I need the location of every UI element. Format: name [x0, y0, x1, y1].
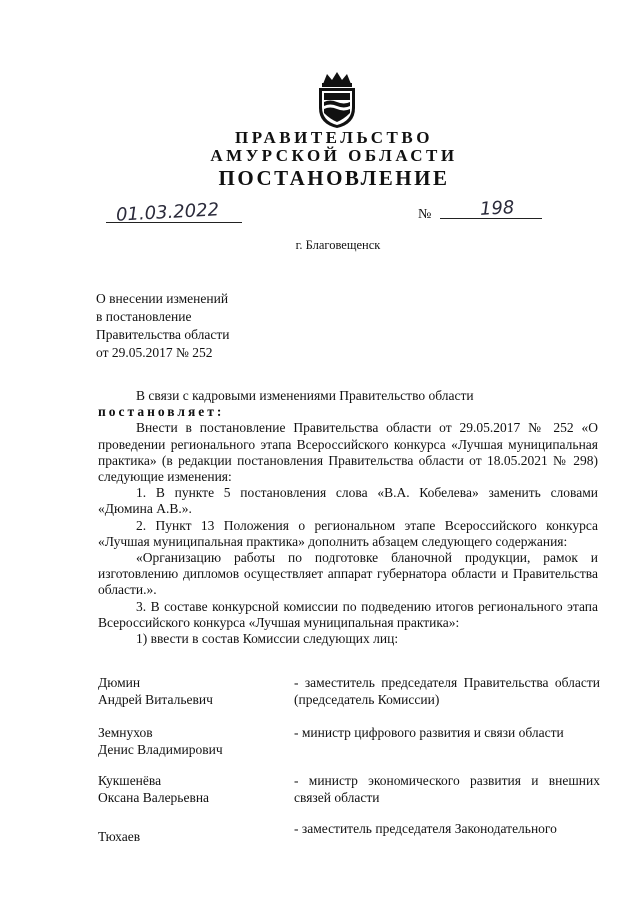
coat-of-arms-emblem — [313, 70, 361, 130]
member-name — [98, 772, 288, 806]
body-paragraph: Внести в постановление Правительства области от 29.05.2017 № 252 «О проведении регионального этапа Всероссийского конкурса «Лучшая муниципальная практика» (в редакции постановления Правительства области от 18.05.2021 № 298) следующие изменения: — [98, 420, 598, 485]
member-given-names: Оксана Валерьевна — [98, 790, 210, 805]
document-type: ПОСТАНОВЛЕНИЕ — [218, 166, 450, 190]
member-surname: Тюхаев — [98, 829, 141, 844]
city-line: г. Благовещенск — [295, 238, 381, 252]
member-role: - заместитель председателя Правительства области (председатель Комиссии) — [294, 675, 600, 707]
member-surname: Земнухов — [98, 725, 153, 740]
subject-line: О внесении изменений — [96, 291, 229, 306]
member-role: - заместитель председателя Законодательного — [294, 821, 557, 836]
subject-line: в постановление — [96, 309, 192, 324]
subject-line: Правительства области — [96, 327, 230, 342]
member-given-names: Андрей Витальевич — [98, 692, 213, 707]
body-paragraph: «Организацию работы по подготовке бланочной продукции, рамок и изготовлению дипломов осуществляет аппарат губернатора области и Правительства области.». — [98, 550, 598, 598]
member-name — [98, 820, 288, 845]
document-subject — [96, 290, 229, 362]
member-given-names: Денис Владимирович — [98, 742, 223, 757]
resolves-word: постановляет: — [98, 404, 225, 420]
org-name-line1: ПРАВИТЕЛЬСТВО — [235, 128, 433, 147]
member-role: - министр экономического развития и внешних связей области — [294, 773, 600, 805]
member-role: - министр цифрового развития и связи области — [294, 725, 564, 740]
member-name — [98, 674, 288, 708]
handwritten-date: 01.03.2022 — [115, 199, 220, 226]
document-body — [98, 388, 598, 647]
body-paragraph: 3. В составе конкурсной комиссии по подведению итогов регионального этапа Всероссийского конкурса «Лучшая муниципальная практика»: — [98, 598, 598, 630]
org-name-line2: АМУРСКОЙ ОБЛАСТИ — [210, 146, 458, 165]
subject-line: от 29.05.2017 № 252 — [96, 345, 213, 360]
body-paragraph: 2. Пункт 13 Положения о региональном этапе Всероссийского конкурса «Лучшая муниципальная практика» дополнить абзацем следующего содержания: — [98, 517, 598, 549]
body-paragraph: 1) ввести в состав Комиссии следующих лиц: — [136, 631, 399, 647]
handwritten-number: 198 — [479, 197, 515, 220]
member-surname: Кукшенёва — [98, 773, 162, 788]
member-surname: Дюмин — [98, 675, 141, 690]
number-sign: № — [418, 207, 432, 222]
preamble: В связи с кадровыми изменениями Правительство области — [136, 388, 474, 403]
member-name — [98, 724, 288, 758]
body-paragraph: 1. В пункте 5 постановления слова «В.А. Кобелева» заменить словами «Дюмина А.В.». — [98, 485, 598, 517]
